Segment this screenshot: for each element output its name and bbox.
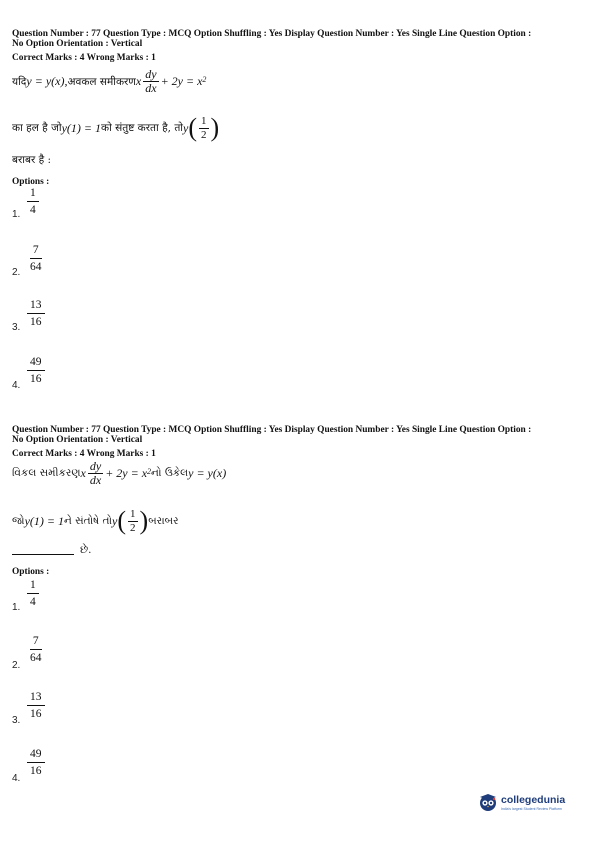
stem-text: को संतुष्ट करता है, तो (101, 122, 184, 134)
question-marks: Correct Marks : 4 Wrong Marks : 1 (12, 53, 156, 63)
option-1-fraction[interactable]: $\frac{1}{4}$ (27, 187, 39, 216)
answer-blank (12, 546, 74, 555)
question-stem-line3: बराबर है : (12, 154, 52, 166)
question-stem-line2: का हल है जो y(1) = 1 को संतुष्ट करता है, तो y ( $\frac{1}{2}$ ) (12, 113, 220, 142)
option-4-fraction[interactable]: $\frac{49}{16}$ (27, 356, 45, 385)
stem-math: y = y(x) (188, 466, 227, 480)
question-meta-line2: No Option Orientation : Vertical (12, 435, 143, 445)
options-label: Options : (12, 177, 50, 187)
option-3-fraction[interactable]: $\frac{13}{16}$ (27, 299, 45, 328)
half-fraction: $\frac{1}{2}$ (201, 114, 207, 141)
option-3-fraction[interactable]: $\frac{13}{16}$ (27, 691, 45, 720)
stem-text: यदि (12, 75, 27, 88)
stem-math: y(1) = 1 (24, 513, 64, 528)
derivative-fraction: $\frac{dy}{dx}$ (89, 459, 102, 487)
option-4-fraction[interactable]: $\frac{49}{16}$ (27, 748, 45, 777)
question-stem-line1 (12, 461, 226, 486)
option-2-fraction[interactable]: $\frac{7}{64}$ (30, 635, 42, 664)
logo-text: collegedunia (501, 793, 566, 806)
logo-tagline: India's largest Student Review Platform (501, 806, 562, 811)
question-meta-line1: Question Number : 77 Question Type : MCQ Option Shuffling : Yes Display Question Number : Yes Single Line Question Option : (12, 29, 532, 39)
option-number[interactable]: 1. (12, 209, 21, 220)
derivative-fraction: $\frac{dy}{dx}$ (145, 67, 157, 95)
stem-math: + 2y = x (160, 74, 203, 88)
option-1-fraction[interactable]: $\frac{1}{4}$ (27, 579, 39, 608)
stem-math: y (112, 513, 118, 528)
option-number[interactable]: 4. (12, 773, 21, 784)
stem-superscript: 2 (147, 467, 152, 476)
stem-text: अवकल समीकरण (67, 75, 136, 88)
half-fraction: $\frac{1}{2}$ (130, 507, 136, 534)
question-meta-line2: No Option Orientation : Vertical (12, 39, 143, 49)
option-number[interactable]: 4. (12, 380, 21, 391)
stem-math: y = y(x), (26, 74, 68, 88)
options-label: Options : (12, 567, 50, 577)
question-stem-line3 (12, 544, 91, 557)
stem-math: x (135, 74, 142, 88)
owl-logo-icon (478, 792, 498, 812)
option-2-fraction[interactable]: $\frac{7}{64}$ (30, 244, 42, 273)
stem-math: y (183, 120, 189, 135)
stem-text: જો (12, 514, 25, 527)
option-number[interactable]: 3. (12, 322, 21, 333)
stem-text: ને સંતોષે તો (63, 514, 113, 527)
stem-math: + 2y = x (105, 466, 148, 480)
stem-text: का हल है जो (12, 122, 62, 134)
option-number[interactable]: 3. (12, 715, 21, 726)
question-marks: Correct Marks : 4 Wrong Marks : 1 (12, 449, 156, 459)
question-stem-line1 (12, 69, 206, 94)
stem-math: x (80, 466, 86, 480)
question-stem-line2: જો y(1) = 1 ને સંતોષે તો y ( $\frac{1}{2}$ ) બરાબર (12, 506, 179, 535)
collegedunia-logo[interactable] (478, 792, 565, 812)
stem-superscript: 2 (202, 75, 207, 84)
option-number[interactable]: 2. (12, 660, 21, 671)
stem-text: છે. (80, 544, 92, 556)
stem-text: વિકલ સમીકરણ (12, 467, 81, 479)
question-meta-line1: Question Number : 77 Question Type : MCQ Option Shuffling : Yes Display Question Number : Yes Single Line Question Option : (12, 425, 532, 435)
stem-text: બરાબર (148, 514, 179, 527)
option-number[interactable]: 2. (12, 267, 21, 278)
stem-text: નો ઉકેલ (151, 467, 189, 479)
option-number[interactable]: 1. (12, 602, 21, 613)
stem-math: y(1) = 1 (61, 120, 101, 135)
